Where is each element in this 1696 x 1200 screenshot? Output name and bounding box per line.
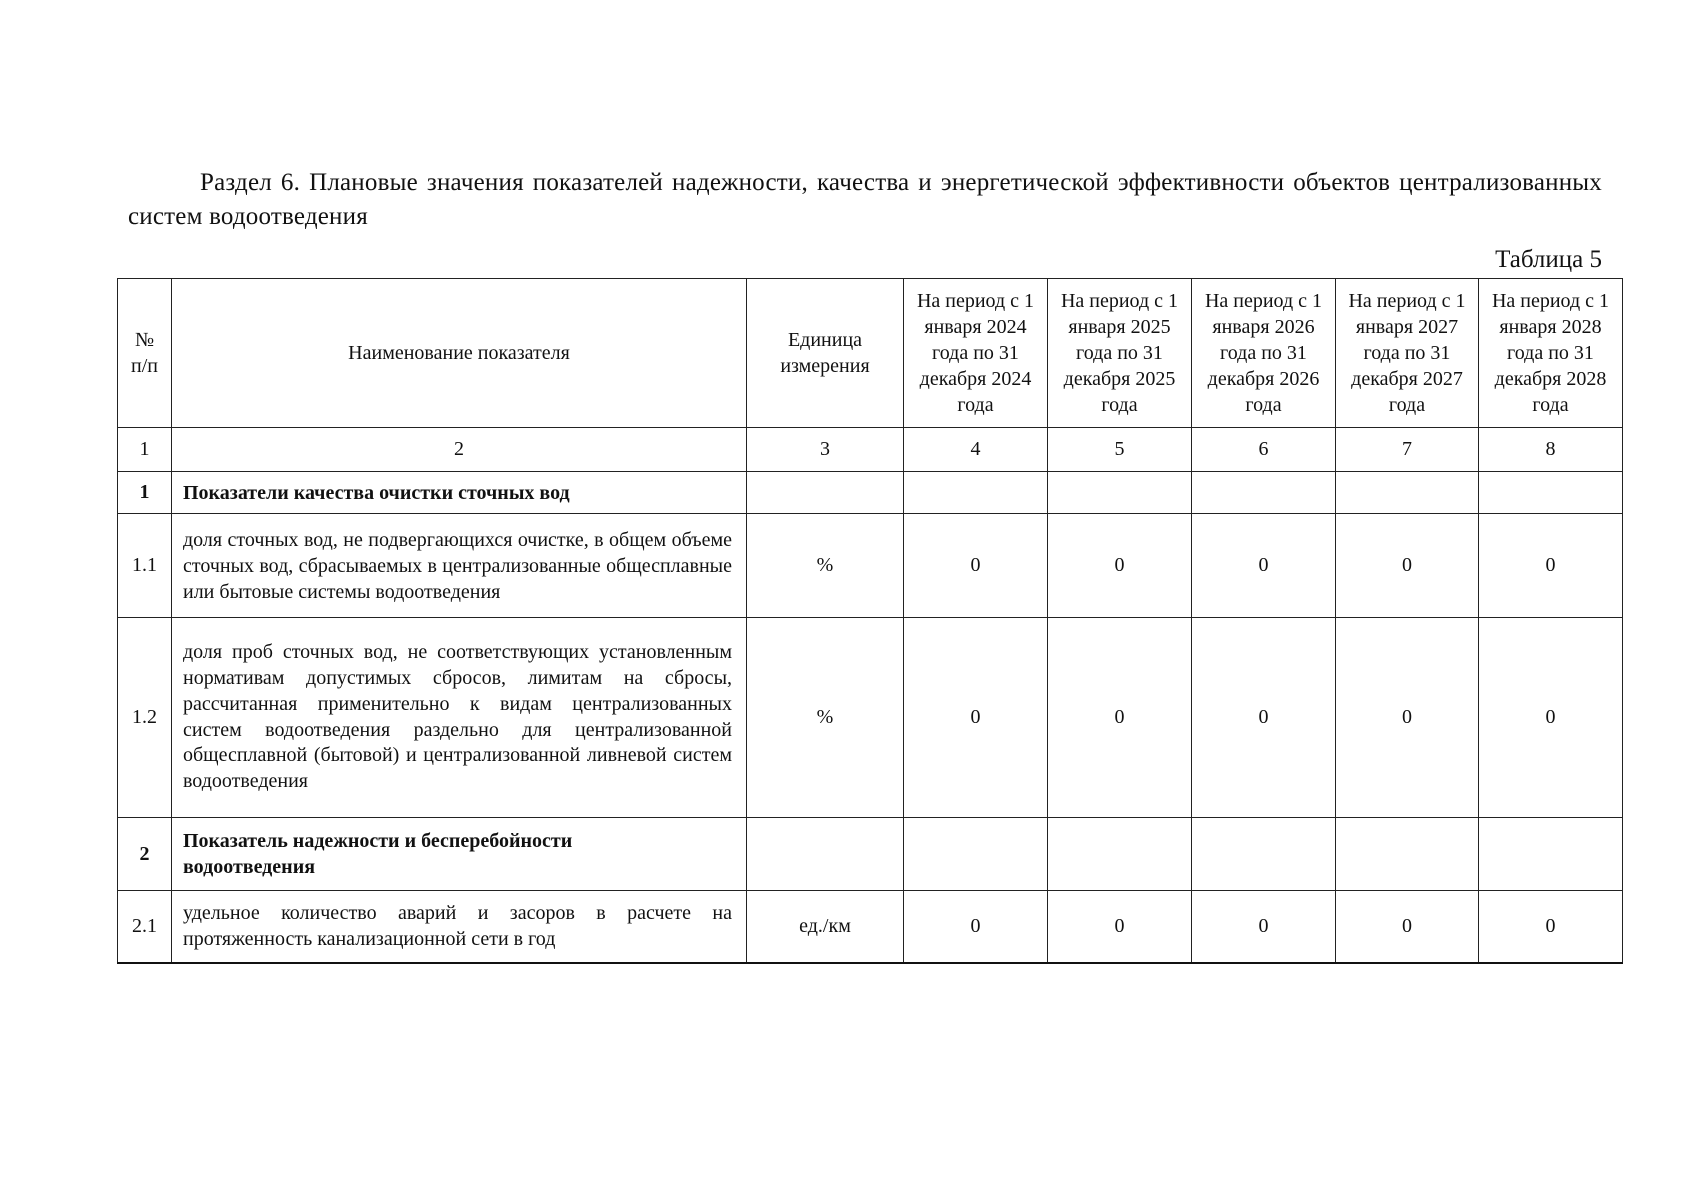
- row-number: 1: [118, 472, 172, 514]
- row-number: 1.2: [118, 618, 172, 818]
- header-period-2027-label: На период с 1 января 2027 года по 31 декабря 2027 года: [1348, 290, 1466, 416]
- header-period-2024: [904, 279, 1048, 428]
- row-number: 2.1: [118, 891, 172, 963]
- row-value: 0: [904, 514, 1048, 618]
- indicators-table: [117, 278, 1623, 964]
- header-period-2026: [1192, 279, 1336, 428]
- row-value: 0: [1192, 514, 1336, 618]
- row-number: 2: [118, 818, 172, 891]
- row-value: 0: [1336, 514, 1479, 618]
- row-value: [904, 818, 1048, 891]
- row-value: 0: [1192, 891, 1336, 963]
- column-number: 7: [1336, 428, 1479, 472]
- column-number: 3: [747, 428, 904, 472]
- table-row: [118, 891, 1623, 963]
- row-value: [1192, 818, 1336, 891]
- column-number: 1: [118, 428, 172, 472]
- header-num: [118, 279, 172, 428]
- row-value: [1336, 818, 1479, 891]
- row-value: [1048, 472, 1192, 514]
- header-period-2027: [1336, 279, 1479, 428]
- column-number: 5: [1048, 428, 1192, 472]
- row-value: 0: [1048, 618, 1192, 818]
- row-value: 0: [1048, 514, 1192, 618]
- header-name: Наименование показателя: [172, 279, 747, 428]
- table-row: [118, 514, 1623, 618]
- row-value: [1048, 818, 1192, 891]
- row-name: доля проб сточных вод, не соответствующих установленным нормативам допустимых сбросов, лимитам на сбросы, рассчитанная применительно к видам централизованных систем водоотведения раздельно для централизованной общесплавной (бытовой) и централизованной ливневой систем водоотведения: [172, 618, 747, 818]
- column-number: 4: [904, 428, 1048, 472]
- table-row-section-2: [118, 818, 1623, 891]
- header-unit: [747, 279, 904, 428]
- column-number: 8: [1479, 428, 1623, 472]
- column-number: 6: [1192, 428, 1336, 472]
- row-value: [1479, 472, 1623, 514]
- header-period-2028-label: На период с 1 января 2028 года по 31 декабря 2028 года: [1491, 290, 1610, 416]
- header-period-2026-label: На период с 1 января 2026 года по 31 декабря 2026 года: [1204, 290, 1323, 416]
- row-value: 0: [1479, 891, 1623, 963]
- row-value: 0: [1479, 618, 1623, 818]
- row-value: [1192, 472, 1336, 514]
- row-number: 1.1: [118, 514, 172, 618]
- row-value: 0: [1048, 891, 1192, 963]
- row-name: доля сточных вод, не подвергающихся очистке, в общем объеме сточных вод, сбрасываемых в централизованные общесплавные или бытовые системы водоотведения: [172, 514, 747, 618]
- table-row: [118, 618, 1623, 818]
- row-value: 0: [1192, 618, 1336, 818]
- row-value: 0: [904, 618, 1048, 818]
- row-value: 0: [1336, 891, 1479, 963]
- header-period-2025: [1048, 279, 1192, 428]
- table-header-row: [118, 279, 1623, 428]
- section-title: Раздел 6. Плановые значения показателей надежности, качества и энергетической эффективности объектов централизованных систем водоотведения: [128, 169, 1602, 230]
- table-row-section-1: [118, 472, 1623, 514]
- row-name: Показатели качества очистки сточных вод: [172, 472, 747, 514]
- row-unit: [747, 818, 904, 891]
- row-name: удельное количество аварий и засоров в расчете на протяженность канализационной сети в год: [172, 891, 747, 963]
- row-unit: %: [747, 514, 904, 618]
- column-numbers-row: [118, 428, 1623, 472]
- row-value: 0: [904, 891, 1048, 963]
- row-unit: [747, 472, 904, 514]
- row-name: [172, 818, 747, 891]
- row-value: [1479, 818, 1623, 891]
- header-period-2025-label: На период с 1 января 2025 года по 31 декабря 2025 года: [1060, 290, 1179, 416]
- header-num-label: № п/п: [131, 329, 158, 377]
- row-value: 0: [1336, 618, 1479, 818]
- header-period-2028: [1479, 279, 1623, 428]
- row-value: [904, 472, 1048, 514]
- column-number: 2: [172, 428, 747, 472]
- row-value: 0: [1479, 514, 1623, 618]
- row-value: [1336, 472, 1479, 514]
- row-unit: ед./км: [747, 891, 904, 963]
- row-name-label: Показатель надежности и бесперебойности водоотведения: [183, 830, 573, 878]
- header-period-2024-label: На период с 1 января 2024 года по 31 декабря 2024 года: [916, 290, 1035, 416]
- header-unit-label: Единица измерения: [780, 329, 870, 377]
- table-label: Таблица 5: [1495, 246, 1602, 273]
- row-unit: %: [747, 618, 904, 818]
